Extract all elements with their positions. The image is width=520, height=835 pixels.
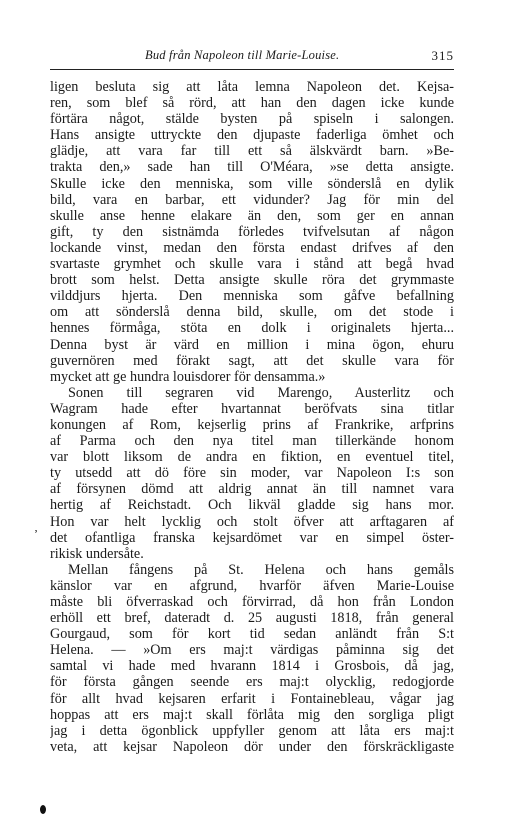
- text-line: jag i detta ögonblick uppfyller genom att låta ers maj:t: [50, 722, 454, 739]
- paragraph-end-line: rikisk undersåte.: [50, 545, 144, 562]
- body-text: [50, 79, 454, 755]
- header-rule: [50, 69, 454, 70]
- paragraph-start-line: Mellan fångens på St. Helena och hans gemåls: [68, 561, 454, 578]
- text-line: det ofantliga franska kejsardömet var en simpel öster-: [50, 529, 454, 546]
- text-line: guvernören med förakt sagt, att det skulle vara för: [50, 352, 454, 369]
- text-line: ligen besluta sig att låta lemna Napoleon det. Kejsa-: [50, 79, 454, 95]
- paragraph-start-line: Sonen till segraren vid Marengo, Austerlitz och: [68, 384, 454, 401]
- text-line: ren, som blef så rörd, att han den dagen icke kunde: [50, 95, 454, 112]
- text-line: ty utsedd att dö före sin moder, var Napoleon I:s son: [50, 465, 454, 482]
- text-line: samtal vi hade med hvarann 1814 i Grosbois, då jag,: [50, 658, 454, 675]
- text-line: för första gången seende ers maj:t olycklig, redogjorde: [50, 674, 454, 691]
- text-line: känslor var en afgrund, hvarför äfven Marie-Louise: [50, 577, 454, 594]
- text-line: svartaste grymhet och skulle vara i stånd att begå hvad: [50, 256, 454, 273]
- text-line: Gourgaud, som för kort tid sedan anländt från S:t: [50, 626, 454, 643]
- text-line: hennes förmåga, stöta en dolk i originalets hjerta...: [50, 320, 454, 337]
- text-line: var blott liksom de andra en fiktion, en eventuel titel,: [50, 449, 454, 466]
- text-line: måste bli öfverraskad och förvirrad, då hon från London: [50, 594, 454, 610]
- text-line: Wagram hade efter hvartannat beröfvats sina titlar: [50, 400, 454, 417]
- text-line: hertig af Reichstadt. Och likväl gladde sig hans mor.: [50, 497, 454, 514]
- page-number: 315: [431, 48, 454, 63]
- running-title: Bud från Napoleon till Marie-Louise.: [145, 48, 340, 62]
- text-line: konungen af Rom, kejserlig prins af Frankrike, arfprins: [50, 416, 454, 433]
- text-line: lockande vinst, medan den första endast drifves af den: [50, 239, 454, 256]
- text-line: glädje, att vara far till ett så älskvärdt barn. »Be-: [50, 143, 454, 160]
- text-line: Denna byst är värd en million i mina ögon, ehuru: [50, 336, 454, 353]
- text-line: om att sönderslå denna bild, skulle, om det stode i: [50, 304, 454, 321]
- text-line: af Parma och den nya titel man tillerkände honom: [50, 433, 454, 450]
- text-line: hoppas att ers maj:t skall förlåta mig den sorgliga pligt: [50, 706, 454, 723]
- text-line: Helena. — »Om ers maj:t värdigas påminna sig det: [50, 642, 454, 659]
- margin-mark: ‚: [34, 520, 38, 534]
- text-line: skulle anse henne elakare än den, som ger en annan: [50, 207, 454, 224]
- text-line: brott som helst. Detta ansigte skulle röra det grymmaste: [50, 272, 454, 289]
- text-line: Hans ansigte uttryckte den djupaste faderliga ömhet och: [50, 127, 454, 144]
- ink-spot: [40, 805, 46, 814]
- page-header: [50, 48, 454, 68]
- text-line: gift, ty den sistnämda förledes tvifvelsutan af någon: [50, 223, 454, 240]
- text-line: förtära något, stälde bysten på spiseln i salongen.: [50, 111, 454, 128]
- text-line: trakta den,» sade han till O'Méara, »se detta ansigte.: [50, 159, 454, 176]
- text-line: Skulle icke den menniska, som ville sönderslå en dylik: [50, 175, 454, 192]
- text-line: vilddjurs hjerta. Den menniska som gåfve befallning: [50, 288, 454, 305]
- text-line: bild, vara en barbar, ett vidunder? Jag för min del: [50, 191, 454, 208]
- text-line: af försynen dömd att aldrig annat än till namnet vara: [50, 481, 454, 498]
- text-line: Hon var helt lycklig och stolt öfver att arftagaren af: [50, 513, 454, 530]
- text-line: erhöll ett bref, dateradt d. 25 augusti 1818, från general: [50, 610, 454, 627]
- paragraph-end-line: mycket att ge hundra louisdorer för densamma.»: [50, 368, 326, 385]
- text-line: för allt hvad kejsaren erfarit i Fontainebleau, vågar jag: [50, 690, 454, 707]
- text-line: veta, att kejsar Napoleon dör under den förskräckligaste: [50, 738, 454, 755]
